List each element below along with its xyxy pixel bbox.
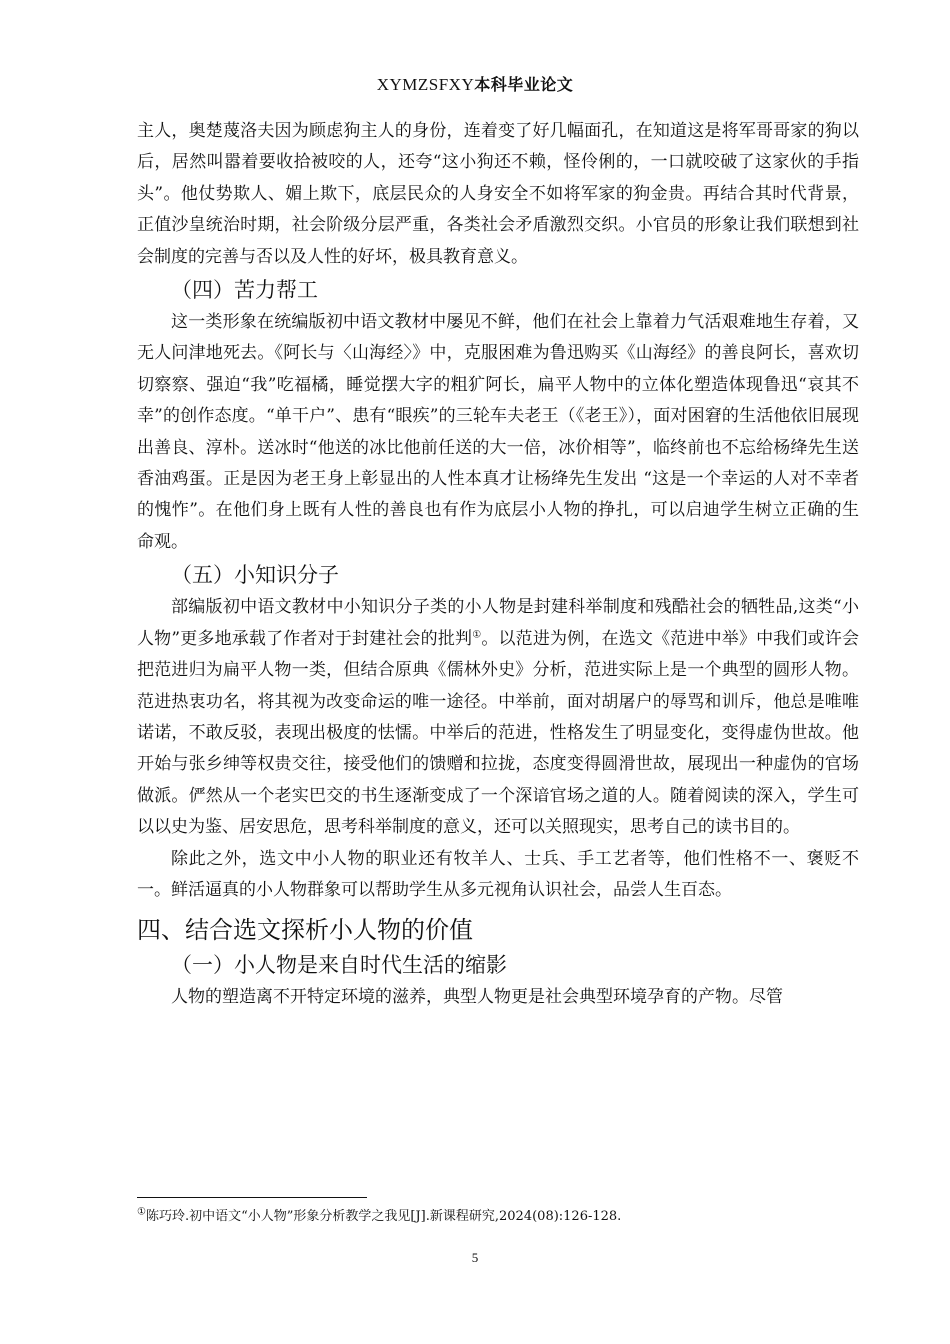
paragraph-intellectuals-part1: 部编版初中语文教材中小知识分子类的小人物是封建科举制度和残酷社会的牺牲品,这类“小人物”更多地承载了作者对于封建社会的批判	[137, 597, 859, 649]
header-label: 本科毕业论文	[474, 75, 574, 94]
footnote-separator	[137, 1197, 367, 1198]
footnote-ref-marker[interactable]: ①	[472, 629, 482, 641]
footnote	[137, 1207, 859, 1227]
header-code: XYMZSFXY	[376, 75, 475, 94]
paragraph-intellectuals-part2: 。以范进为例，在选文《范进中举》中我们或许会把范进归为扁平人物一类，但结合原典《儒林外史》分析，范进实际上是一个典型的圆形人物。范进热衷功名，将其视为改变命运的唯一途径。中举前，面对胡屠户的辱骂和训斥，他总是唯唯诺诺，不敢反驳，表现出极度的怯懦。中举后的范进，性格发生了明显变化，变得虚伪世故。他开始与张乡绅等权贵交往，接受他们的馈赠和拉拢，态度变得圆滑世故，展现出一种虚伪的官场做派。俨然从一个老实巴交的书生逐渐变成了一个深谙官场之道的人。随着阅读的深入，学生可以以史为鉴、居安思危，思考科举制度的意义，还可以关照现实，思考自己的读书目的。	[137, 628, 859, 838]
subheading-era-reflection: （一）小人物是来自时代生活的缩影	[171, 953, 507, 978]
page-number: 5	[471, 1250, 479, 1265]
main-content	[137, 116, 859, 1014]
paragraph-other-occupations: 除此之外，选文中小人物的职业还有牧羊人、士兵、手工艺者等，他们性格不一、褒贬不一。鲜活逼真的小人物群象可以帮助学生从多元视角认识社会，品尝人生百态。	[137, 848, 859, 900]
subheading-intellectuals: （五）小知识分子	[171, 563, 339, 588]
paragraph-laborers: 这一类形象在统编版初中语文教材中屡见不鲜，他们在社会上靠着力气活艰难地生存着，又无人问津地死去。《阿长与〈山海经〉》中，克服困难为鲁迅购买《山海经》的善良阿长，喜欢切切察察、强迫“我”吃福橘，睡觉摆大字的粗犷阿长，扁平人物中的立体化塑造体现鲁迅“哀其不幸”的创作态度。“单干户”、患有“眼疾”的三轮车夫老王（《老王》），面对困窘的生活他依旧展现出善良、淳朴。送冰时“他送的冰比他前任送的大一倍，冰价相等”，临终前也不忘给杨绛先生送香油鸡蛋。正是因为老王身上彰显出的人性本真才让杨绛先生发出 “这是一个幸运的人对不幸者的愧怍”。在他们身上既有人性的善良也有作为底层小人物的挣扎，可以启迪学生树立正确的生命观。	[137, 312, 859, 552]
footnote-text: 陈巧玲.初中语文“小人物”形象分析教学之我见[J].新课程研究,2024(08):126-128.	[145, 1209, 622, 1224]
paragraph-era-reflection: 人物的塑造离不开特定环境的滋养，典型人物更是社会典型环境孕育的产物。尽管	[171, 987, 783, 1008]
paragraph-continuation: 主人，奥楚蔑洛夫因为顾虑狗主人的身份，连着变了好几幅面孔，在知道这是将军哥哥家的狗以后，居然叫嚣着要收拾被咬的人，还夸“这小狗还不赖，怪伶俐的，一口就咬破了这家伙的手指头”。他仗势欺人、媚上欺下，底层民众的人身安全不如将军家的狗金贵。再结合其时代背景，正值沙皇统治时期，社会阶级分层严重，各类社会矛盾激烈交织。小官员的形象让我们联想到社会制度的完善与否以及人性的好坏，极具教育意义。	[137, 121, 859, 267]
subheading-laborers: （四）苦力帮工	[171, 278, 318, 303]
section-heading-value: 四、结合选文探析小人物的价值	[137, 916, 473, 945]
footnote-marker: ①	[137, 1206, 146, 1218]
page-header	[0, 72, 950, 95]
paragraph-intellectuals	[137, 592, 859, 843]
